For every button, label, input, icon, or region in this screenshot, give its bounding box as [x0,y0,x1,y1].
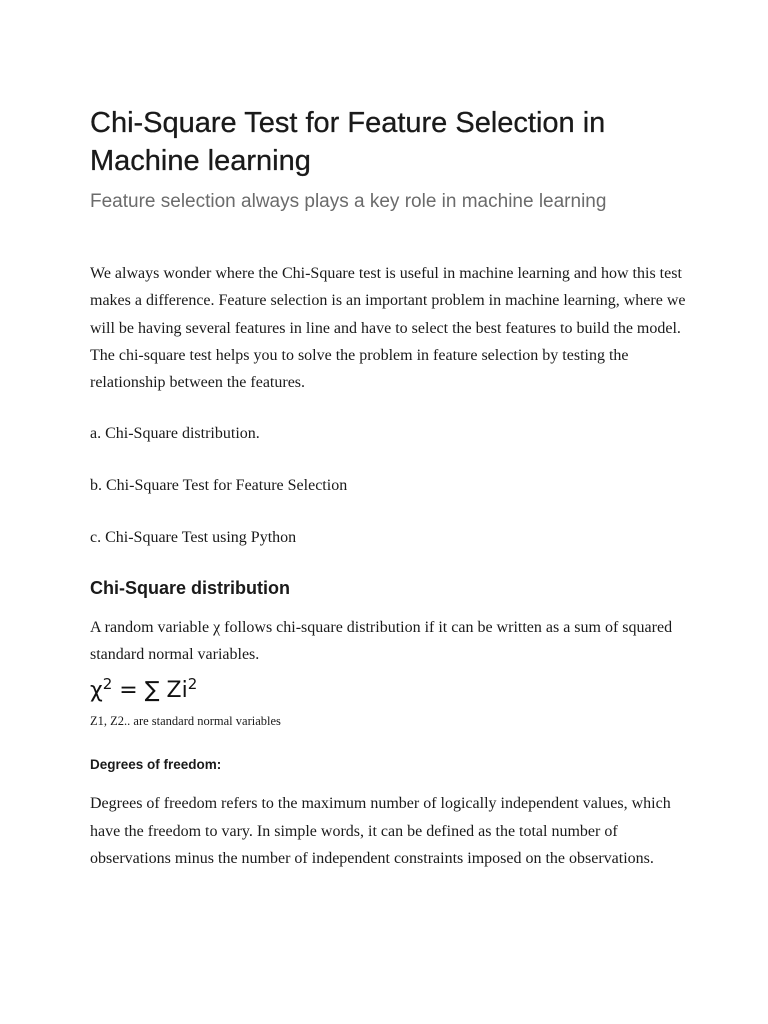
degrees-of-freedom-paragraph: Degrees of freedom refers to the maximum number of logically independent values, which have the freedom to vary. In simple words, it can be defined as the total number of observations minus the number of independent constraints imposed on the observations. [90,795,671,868]
article-subtitle: Feature selection always plays a key role in machine learning [90,191,607,212]
list-item-b: b. Chi-Square Test for Feature Selection [90,477,348,495]
formula-operator: = ∑ [112,678,167,704]
formula-note: Z1, Z2.. are standard normal variables [90,714,281,729]
formula-lhs: χ [90,678,103,704]
article-title: Chi-Square Test for Feature Selection in Machine learning [90,107,606,177]
intro-paragraph: We always wonder where the Chi-Square test is useful in machine learning and how this test makes a difference. Feature selection is an important problem in machine learning, where we will be having several features in line and have to select the best features to build the model. The chi-square test helps you to solve the problem in feature selection by testing the relationship between the features. [90,265,686,392]
list-item-a: a. Chi-Square distribution. [90,425,260,443]
formula-rhs-exponent: 2 [187,675,198,694]
article [90,104,690,872]
section-heading-degrees-of-freedom: Degrees of freedom: [90,757,222,773]
chi-square-formula [90,670,690,705]
section-heading-chi-square-distribution: Chi-Square distribution [90,578,290,599]
distribution-paragraph: A random variable χ follows chi-square distribution if it can be written as a sum of squared standard normal variables. [90,619,673,664]
formula-rhs: Zi [166,678,188,704]
formula-lhs-exponent: 2 [102,675,113,694]
list-item-c: c. Chi-Square Test using Python [90,529,297,547]
